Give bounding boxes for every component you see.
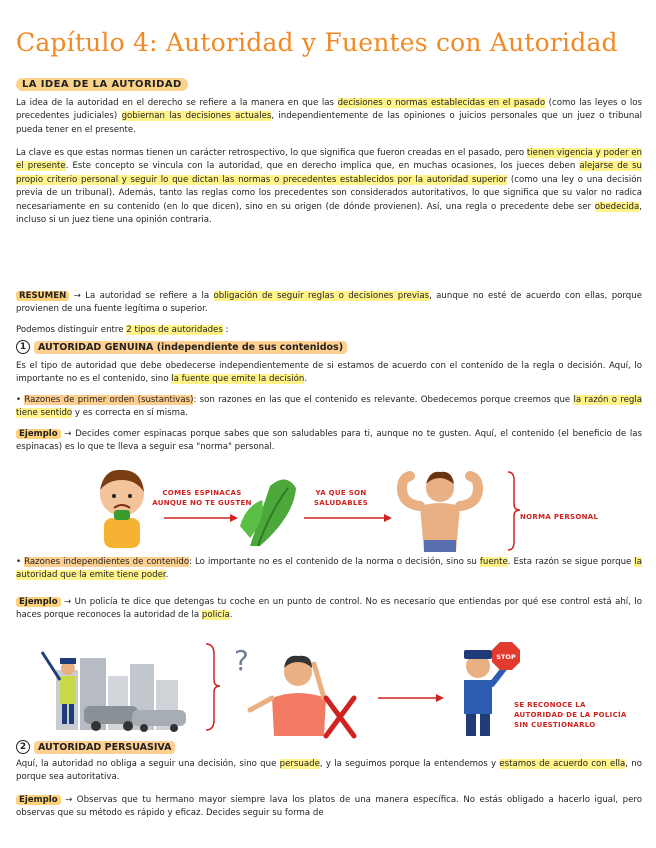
text-run: La idea de la autoridad en el derecho se refiere a la manera en que las xyxy=(16,98,338,108)
police-illustration xyxy=(36,636,596,740)
text-run: . xyxy=(304,374,308,385)
paragraph-ejemplo-3 xyxy=(16,794,642,821)
text-run: , aunque no esté de acuerdo con ellas, porque provienen de una fuente legítima o superior. xyxy=(16,291,642,315)
label-norma-personal: NORMA PERSONAL xyxy=(520,513,599,521)
highlight-policia: policía xyxy=(201,610,230,621)
text-run: La clave es que estas normas tienen un carácter retrospectivo, lo que significa que fueron creadas en el pasado, pero xyxy=(16,148,527,158)
text-run: → Decides comer espinacas porque sabes que son saludables para ti, aunque no te gusten. Aquí, el contenido (el beneficio de las espinacas) es lo que te lleva a seguir esa "norma" personal. xyxy=(16,429,642,453)
highlight-tipos: 2 tipos de autoridades xyxy=(126,325,223,335)
arrow-head-icon xyxy=(384,514,392,522)
text-run: , incluso si un juez tiene una opinión contraria. xyxy=(16,201,642,226)
highlight-fuente-2: fuente xyxy=(479,557,508,567)
highlight-obligacion: obligación de seguir reglas o decisiones previas xyxy=(213,291,430,301)
highlight-persuade: persuade xyxy=(279,759,320,769)
stop-sign-label: STOP xyxy=(496,653,516,661)
paragraph-genuina xyxy=(16,360,642,387)
highlight-decisiones: decisiones o normas establecidas en el pasado xyxy=(337,98,546,108)
highlight-obedecida: obedecida xyxy=(594,201,640,212)
child-icon xyxy=(100,470,144,548)
text-run: → La autoridad se refiere a la xyxy=(69,291,214,301)
spinach-illustration xyxy=(90,466,610,552)
label-razones-primer-orden: Razones de primer orden (sustantivas) xyxy=(24,395,194,405)
paragraph-razones-primer-orden: • Razones de primer orden (sustantivas): son razones en las que el contenido es relevante. Obedecemos porque creemos que la razón o regla tiene sentido y es correcta en sí misma. xyxy=(16,395,642,419)
text-run: → Observas que tu hermano mayor siempre lava los platos de una manera específica. No estás obligado a hacerlo igual, pero observas que su método es rápido y eficaz. Decides seguir su forma de xyxy=(16,795,642,819)
paragraph-idea xyxy=(16,97,642,137)
text-run: : Lo importante no es el contenido de la norma o decisión, sino su xyxy=(189,557,480,567)
highlight-fuente: la fuente que emite la decisión xyxy=(171,374,305,385)
paragraph-razones-independientes: • Razones independientes de contenido: Lo importante no es el contenido de la norma o decisión, sino su fuente. Esta razón se sigue porque la autoridad que la emite tiene poder. xyxy=(16,557,642,581)
paragraph-persuasiva xyxy=(16,758,642,785)
text-run: : son razones en las que el contenido es relevante. Obedecemos porque creemos que xyxy=(193,395,574,405)
ejemplo-label: Ejemplo xyxy=(16,597,61,607)
paragraph-ejemplo-1 xyxy=(16,428,642,455)
text-run: Aquí, la autoridad no obliga a seguir una decisión, sino que xyxy=(16,759,280,769)
highlight-vigencia: tienen vigencia y poder en el presente xyxy=(16,148,642,172)
section-title: AUTORIDAD PERSUASIVA xyxy=(34,741,175,754)
highlight-criterio: alejarse de su propio criterio personal y seguir lo que dictan las normas o precedentes establecidos por la autoridad superior xyxy=(16,161,642,185)
highlight-acuerdo: estamos de acuerdo con ella xyxy=(499,759,626,769)
text-run: y es correcta en sí misma. xyxy=(72,408,189,419)
text-run: . Esta razón se sigue porque xyxy=(507,557,635,567)
highlight-razon: la razón o regla tiene sentido xyxy=(16,395,642,419)
paragraph-clave xyxy=(16,147,642,227)
label-reconoce-autoridad: SE RECONOCE LA AUTORIDAD DE LA POLICÍA SIN CUESTIONARLO xyxy=(514,701,627,729)
text-run: . xyxy=(229,610,233,621)
ejemplo-label: Ejemplo xyxy=(16,795,61,805)
text-run: → Un policía te dice que detengas tu coche en un punto de control. No es necesario que entiendas por qué ese control está ahí, lo haces porque reconoces la autoridad de la xyxy=(16,597,642,621)
text-run: Podemos distinguir entre xyxy=(16,325,127,335)
text-run: , y la seguimos porque la entendemos y xyxy=(319,759,500,769)
section-title: AUTORIDAD GENUINA (independiente de sus contenidos) xyxy=(34,341,347,354)
highlight-gobiernan: gobiernan las decisiones actuales xyxy=(121,111,272,122)
section-number: 2 xyxy=(16,740,30,754)
section-number: 1 xyxy=(16,340,30,354)
bracket-icon xyxy=(508,472,520,550)
text-run: Es el tipo de autoridad que debe obedecerse independientemente de si estamos de acuerdo con el contenido de la regla o decisión. Aquí, lo importante no es el contenido, sino xyxy=(16,361,642,385)
strong-man-icon xyxy=(402,472,478,552)
section-heading-idea: LA IDEA DE LA AUTORIDAD xyxy=(16,78,188,91)
confused-man-icon xyxy=(234,644,354,736)
page-title: Capítulo 4: Autoridad y Fuentes con Autoridad xyxy=(16,28,618,57)
section-heading-genuina xyxy=(16,340,347,354)
text-run: , independientemente de las opiniones o juicios personales que un juez o tribunal pueda tener en el presente. xyxy=(16,111,643,135)
text-run: : xyxy=(222,325,229,335)
text-run: (como las leyes o los precedentes judiciales) xyxy=(16,98,642,122)
svg-text:?: ? xyxy=(234,644,249,677)
text-run: . xyxy=(165,570,169,581)
highlight-poder: la autoridad que la emite tiene poder xyxy=(16,557,642,581)
paragraph-tipos xyxy=(16,324,642,337)
label-saludables: YA QUE SON SALUDABLES xyxy=(313,489,369,507)
bracket-icon xyxy=(206,644,220,730)
paragraph-ejemplo-2 xyxy=(16,596,642,623)
text-run: (como una ley o una decisión previa de un tribunal). Además, tanto las reglas como los precedentes son considerados autoritativos, lo que significa que su valor no radica necesariamente en su contenido (en lo que dicen), sino en su origen (de dónde provienen). Así, una regla o precedente debe ser xyxy=(16,174,642,212)
ejemplo-label: Ejemplo xyxy=(16,429,61,439)
text-run: , no porque sea autoritativa. xyxy=(16,759,642,783)
resumen-label: RESUMEN xyxy=(16,291,69,301)
label-comes-espinacas: COMES ESPINACAS AUNQUE NO TE GUSTEN xyxy=(152,489,252,507)
paragraph-resumen xyxy=(16,290,642,317)
arrow-head-icon xyxy=(436,694,444,702)
text-run: . Este concepto se vincula con la autoridad, que en derecho implica que, en muchas ocasiones, los jueces deben xyxy=(65,161,580,172)
label-razones-independientes: Razones independientes de contenido xyxy=(24,557,190,567)
arrow-head-icon xyxy=(230,514,238,522)
section-heading-persuasiva xyxy=(16,740,175,754)
